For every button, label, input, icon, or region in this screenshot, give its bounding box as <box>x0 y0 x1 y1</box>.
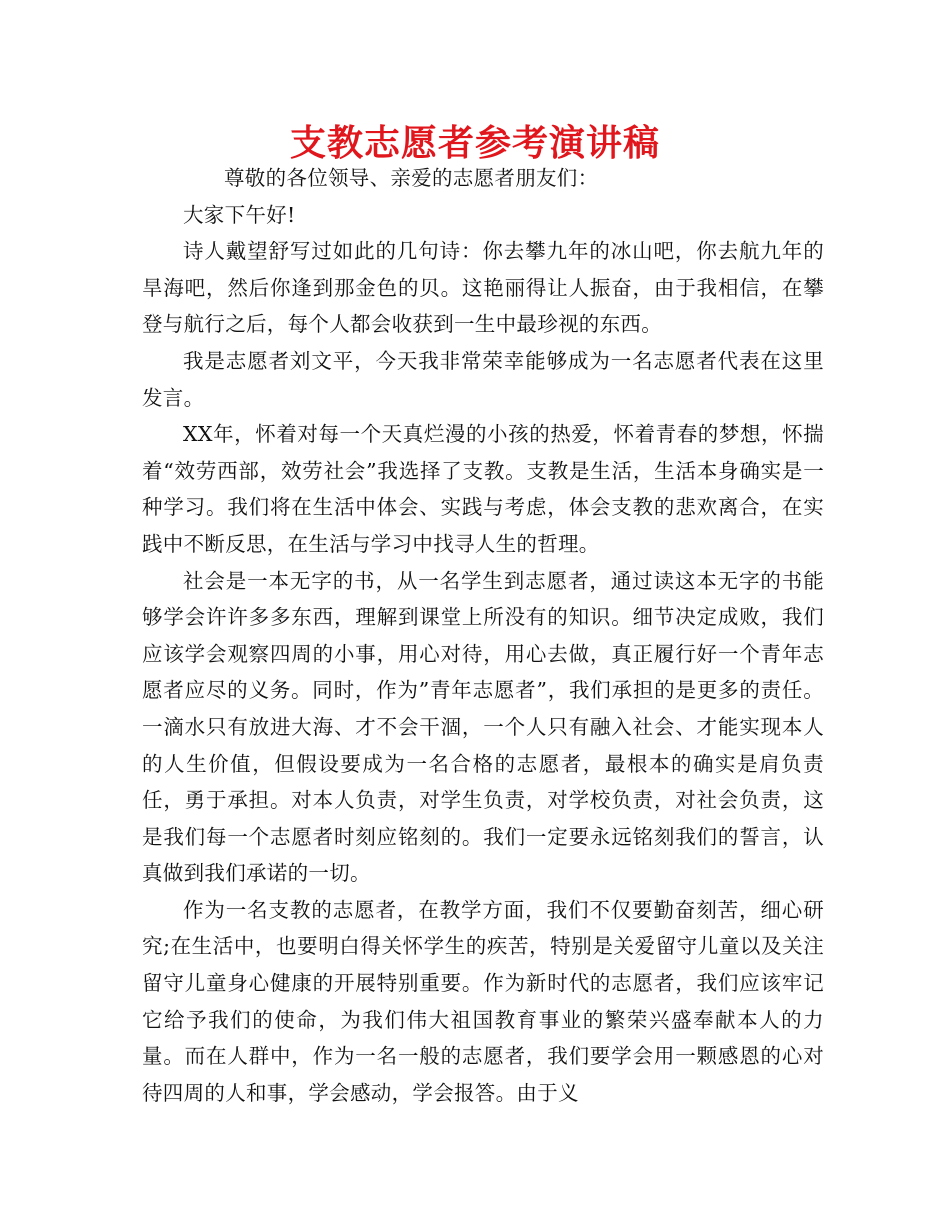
paragraph-4: 社会是一本无字的书，从一名学生到志愿者，通过读这本无字的书能够学会许许多多东西，理解到课堂上所没有的知识。细节决定成败，我们应该学会观察四周的小事，用心对待，用心去做，真正履行好一个青年志愿者应尽的义务。同时，作为”青年志愿者”，我们承担的是更多的责任。一滴水只有放进大海、才不会干涸，一个人只有融入社会、才能实现本人的人生价值，但假设要成为一名合格的志愿者，最根本的确实是肩负责任，勇于承担。对本人负责，对学生负责，对学校负责，对社会负责，这是我们每一个志愿者时刻应铭刻的。我们一定要永远铭刻我们的誓言，认真做到我们承诺的一切。 <box>142 568 824 886</box>
paragraph-3: XX年，怀着对每一个天真烂漫的小孩的热爱，怀着青春的梦想，怀揣着“效劳西部，效劳社会”我选择了支教。支教是生活，生活本身确实是一种学习。我们将在生活中体会、实践与考虑，体会支教的悲欢离合，在实践中不断反思，在生活与学习中找寻人生的哲理。 <box>142 422 824 556</box>
salutation: 尊敬的各位领导、亲爱的志愿者朋友们： <box>224 166 599 190</box>
document-body <box>142 160 824 1111</box>
paragraph-2: 我是志愿者刘文平，今天我非常荣幸能够成为一名志愿者代表在这里发言。 <box>142 348 824 410</box>
greeting: 大家下午好! <box>183 202 296 227</box>
paragraph-1: 诗人戴望舒写过如此的几句诗：你去攀九年的冰山吧，你去航九年的旱海吧，然后你逢到那金色的贝。这艳丽得让人振奋，由于我相信，在攀登与航行之后，每个人都会收获到一生中最珍视的东西。 <box>142 239 824 337</box>
paragraph-5: 作为一名支教的志愿者，在教学方面，我们不仅要勤奋刻苦，细心研究;在生活中，也要明白得关怀学生的疾苦，特别是关爱留守儿童以及关注留守儿童身心健康的开展特别重要。作为新时代的志愿者，我们应该牢记它给予我们的使命，为我们伟大祖国教育事业的繁荣兴盛奉献本人的力量。而在人群中，作为一名一般的志愿者，我们要学会用一颗感恩的心对待四周的人和事，学会感动，学会报答。由于义 <box>142 897 824 1105</box>
document-title: 支教志愿者参考演讲稿 <box>289 123 660 164</box>
